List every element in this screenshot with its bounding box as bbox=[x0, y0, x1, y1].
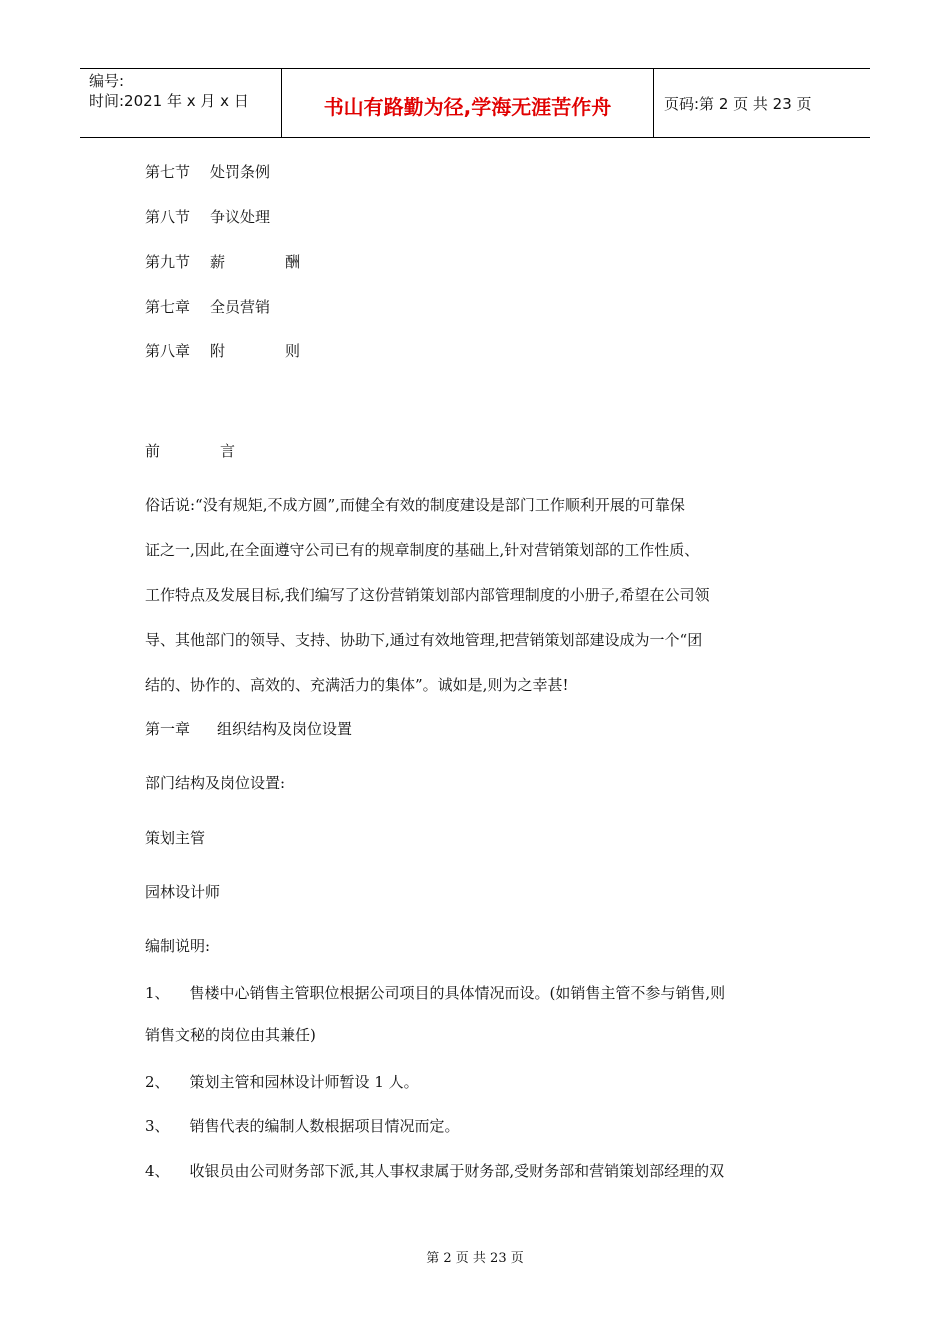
toc-title: 处罚条例 bbox=[210, 163, 271, 181]
header-page-info: 页码:第 2 页 共 23 页 bbox=[664, 94, 812, 113]
preface-line: 证之一,因此,在全面遵守公司已有的规章制度的基础上,针对营销策划部的工作性质、 bbox=[145, 541, 700, 559]
note-item bbox=[145, 1072, 419, 1092]
toc-num: 第九节 bbox=[145, 253, 191, 271]
preface-line: 工作特点及发展目标,我们编写了这份营销策划部内部管理制度的小册子,希望在公司领 bbox=[145, 586, 710, 604]
note-number: 1、 bbox=[145, 984, 170, 1002]
toc-item bbox=[145, 162, 270, 182]
preface-title: 前 言 bbox=[145, 442, 236, 460]
note-continuation: 销售文秘的岗位由其兼任) bbox=[145, 1026, 316, 1044]
toc-num: 第七节 bbox=[145, 163, 191, 181]
page-header bbox=[80, 68, 870, 138]
note-item bbox=[145, 1161, 724, 1181]
role-item: 园林设计师 bbox=[145, 883, 221, 901]
chapter-heading bbox=[145, 719, 352, 739]
note-number: 3、 bbox=[145, 1117, 170, 1135]
toc-title: 争议处理 bbox=[210, 208, 271, 226]
toc-title-b: 则 bbox=[285, 342, 301, 360]
note-text: 销售代表的编制人数根据项目情况而定。 bbox=[189, 1117, 460, 1135]
header-motto: 书山有路勤为径,学海无涯苦作舟 bbox=[282, 69, 654, 137]
toc-num: 第八节 bbox=[145, 208, 191, 226]
notes-title: 编制说明: bbox=[145, 937, 211, 955]
toc-num: 第八章 bbox=[145, 342, 191, 360]
note-text: 售楼中心销售主管职位根据公司项目的具体情况而设。(如销售主管不参与销售,则 bbox=[189, 984, 726, 1002]
chapter-title: 组织结构及岗位设置 bbox=[217, 720, 353, 738]
toc-title-a: 附 bbox=[210, 342, 226, 360]
note-text: 收银员由公司财务部下派,其人事权隶属于财务部,受财务部和营销策划部经理的双 bbox=[189, 1162, 725, 1180]
preface-line: 俗话说:“没有规矩,不成方圆”,而健全有效的制度建设是部门工作顺利开展的可靠保 bbox=[145, 496, 685, 514]
page-footer: 第 2 页 共 23 页 bbox=[426, 1251, 524, 1266]
chapter-num: 第一章 bbox=[145, 720, 191, 738]
note-number: 2、 bbox=[145, 1073, 170, 1091]
toc-item bbox=[145, 207, 270, 227]
time-label: 时间:2021 年 x 月 x 日 bbox=[89, 92, 249, 110]
toc-item bbox=[145, 252, 300, 272]
toc-item bbox=[145, 297, 270, 317]
role-item: 策划主管 bbox=[145, 829, 206, 847]
note-item bbox=[145, 1116, 460, 1136]
toc-item bbox=[145, 341, 300, 361]
note-item bbox=[145, 983, 725, 1003]
section-subtitle: 部门结构及岗位设置: bbox=[145, 774, 286, 792]
note-text: 策划主管和园林设计师暂设 1 人。 bbox=[189, 1073, 419, 1091]
toc-num: 第七章 bbox=[145, 298, 191, 316]
note-number: 4、 bbox=[145, 1162, 170, 1180]
preface-line: 结的、协作的、高效的、充满活力的集体”。诚如是,则为之幸甚! bbox=[145, 676, 569, 694]
header-meta bbox=[80, 69, 282, 137]
toc-title-a: 薪 bbox=[210, 253, 226, 271]
number-label: 编号: bbox=[89, 72, 125, 90]
toc-title-b: 酬 bbox=[285, 253, 301, 271]
toc-title: 全员营销 bbox=[210, 298, 271, 316]
preface-line: 导、其他部门的领导、支持、协助下,通过有效地管理,把营销策划部建设成为一个“团 bbox=[145, 631, 703, 649]
